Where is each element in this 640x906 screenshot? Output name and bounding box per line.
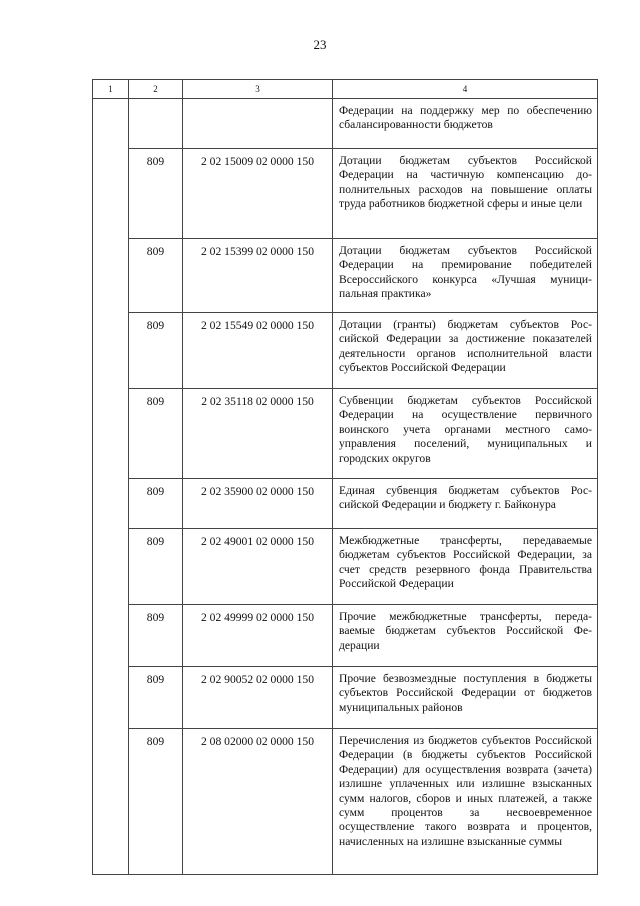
table-row [93,729,598,875]
col1-merged-cell [93,99,129,875]
income-description: Дотации бюджетам субъектов Российской Федерации на премирование победителей Всероссийского конкурса «Лучшая муниципальная практика» [333,239,598,313]
admin-code: 809 [129,667,183,729]
header-col-4: 4 [333,80,598,99]
income-description: Межбюджетные трансферты, передаваемые бюджетам субъектов Российской Федерации, за счет средств резервного фонда Правительства Российской Федерации [333,529,598,605]
table-row [93,149,598,239]
admin-code: 809 [129,313,183,389]
budget-code [183,99,333,149]
budget-code: 2 02 35900 02 0000 150 [183,479,333,529]
table-row [93,605,598,667]
budget-code: 2 08 02000 02 0000 150 [183,729,333,875]
income-description: Федерации на поддержку мер по обеспечению сбалансированности бюджетов [333,99,598,149]
income-description: Перечисления из бюджетов субъектов Российской Федерации (в бюджеты субъектов Российской Федерации) для осуществления возврата (зачета) излишне уплаченных или излишне взысканных сумм налогов, сборов и иных платежей, а также сумм процентов за несвоевременное осуществление такого возврата и процентов, начисленных на излишне взысканные суммы [333,729,598,875]
table-row [93,239,598,313]
budget-code: 2 02 49001 02 0000 150 [183,529,333,605]
admin-code: 809 [129,529,183,605]
table-row [93,313,598,389]
table-row [93,389,598,479]
admin-code: 809 [129,605,183,667]
budget-code: 2 02 15549 02 0000 150 [183,313,333,389]
budget-codes-table [92,79,598,875]
income-description: Единая субвенция бюджетам субъектов Российской Федерации и бюджету г. Байконура [333,479,598,529]
income-description: Субвенции бюджетам субъектов Российской Федерации на осуществление первичного воинского учета органами местного самоуправления поселений, муниципальных и городских округов [333,389,598,479]
income-description: Дотации (гранты) бюджетам субъектов Российской Федерации за достижение показателей деятельности органов исполнительной власти субъектов Российской Федерации [333,313,598,389]
admin-code [129,99,183,149]
admin-code: 809 [129,239,183,313]
admin-code: 809 [129,389,183,479]
budget-code: 2 02 49999 02 0000 150 [183,605,333,667]
header-col-2: 2 [129,80,183,99]
table-row [93,529,598,605]
admin-code: 809 [129,149,183,239]
table-header-row [93,80,598,99]
budget-code: 2 02 35118 02 0000 150 [183,389,333,479]
table-row [93,99,598,149]
table-row [93,667,598,729]
admin-code: 809 [129,729,183,875]
income-description: Прочие безвозмездные поступления в бюджеты субъектов Российской Федерации от бюджетов муниципальных районов [333,667,598,729]
income-description: Дотации бюджетам субъектов Российской Федерации на частичную компенсацию дополнительных расходов на повышение оплаты труда работников бюджетной сферы и иные цели [333,149,598,239]
header-col-3: 3 [183,80,333,99]
income-description: Прочие межбюджетные трансферты, передаваемые бюджетам субъектов Российской Федерации [333,605,598,667]
header-col-1: 1 [93,80,129,99]
admin-code: 809 [129,479,183,529]
budget-code: 2 02 90052 02 0000 150 [183,667,333,729]
table-row [93,479,598,529]
budget-code: 2 02 15009 02 0000 150 [183,149,333,239]
page-number: 23 [313,37,327,52]
budget-code: 2 02 15399 02 0000 150 [183,239,333,313]
